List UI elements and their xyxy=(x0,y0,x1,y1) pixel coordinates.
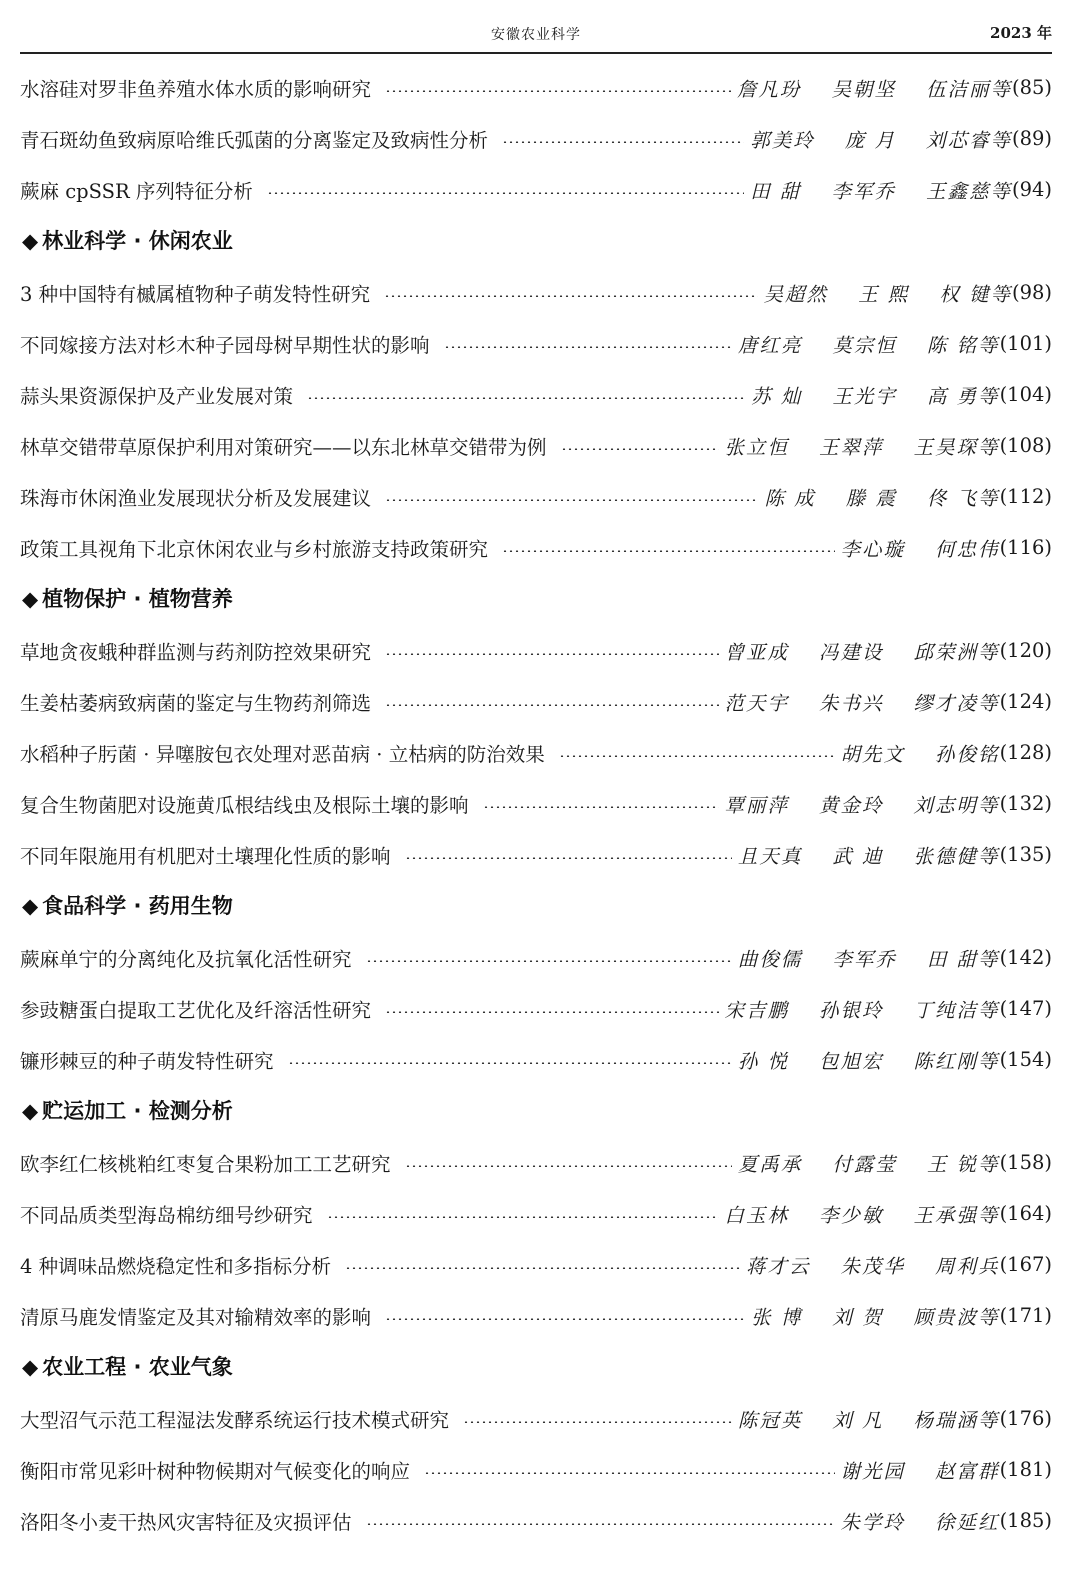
toc-entry[interactable] xyxy=(20,1495,1052,1546)
toc-entry[interactable] xyxy=(20,727,1052,778)
article-title[interactable]: 欧李红仁核桃粕红枣复合果粉加工工艺研究 xyxy=(20,1152,391,1176)
page-number: (158) xyxy=(999,1151,1052,1174)
article-authors xyxy=(725,637,1052,665)
author-name: 付露莹 xyxy=(832,1152,897,1176)
dot-leader xyxy=(385,90,731,92)
page-number: (171) xyxy=(999,1304,1052,1327)
section-heading xyxy=(20,573,1052,625)
article-authors xyxy=(738,330,1052,358)
article-authors xyxy=(841,739,1052,767)
author-name: 胡先文 xyxy=(840,742,906,766)
dot-leader xyxy=(267,192,744,194)
article-title[interactable]: 洛阳冬小麦干热风灾害特征及灾损评估 xyxy=(20,1510,352,1534)
author-name: 李少敏 xyxy=(819,1203,884,1227)
author-name: 王 熙 xyxy=(858,282,910,306)
dot-leader xyxy=(405,1165,732,1167)
article-title[interactable]: 草地贪夜蛾种群监测与药剂防控效果研究 xyxy=(20,640,372,664)
toc-entry[interactable] xyxy=(20,1137,1052,1188)
author-name: 夏禹承 xyxy=(737,1152,803,1176)
section-heading-text: 林业科学 · 休闲农业 xyxy=(42,229,233,253)
article-authors xyxy=(725,995,1052,1023)
article-title[interactable]: 不同年限施用有机肥对土壤理化性质的影响 xyxy=(20,844,391,868)
author-name: 陈 成 xyxy=(764,486,816,510)
diamond-bullet-icon: ◆ xyxy=(22,1099,39,1123)
toc-entry[interactable] xyxy=(20,471,1052,522)
author-name: 李军乔 xyxy=(832,947,897,971)
toc-entry[interactable] xyxy=(20,522,1052,573)
page-number: (142) xyxy=(999,946,1052,969)
article-title[interactable]: 蕨麻单宁的分离纯化及抗氧化活性研究 xyxy=(20,947,352,971)
article-authors xyxy=(725,688,1052,716)
page-number: (135) xyxy=(999,843,1052,866)
author-name: 刘 凡 xyxy=(832,1408,884,1432)
article-title[interactable]: 复合生物菌肥对设施黄瓜根结线虫及根际土壤的影响 xyxy=(20,793,469,817)
dot-leader xyxy=(385,704,719,706)
section-heading xyxy=(20,215,1052,267)
article-authors xyxy=(738,1046,1052,1074)
author-name: 张立恒 xyxy=(724,435,790,459)
toc-entry[interactable] xyxy=(20,113,1052,164)
toc-entry[interactable] xyxy=(20,932,1052,983)
dot-leader xyxy=(366,960,732,962)
author-name: 李军乔 xyxy=(831,179,896,203)
toc-entry[interactable] xyxy=(20,62,1052,113)
article-title[interactable]: 水溶硅对罗非鱼养殖水体水质的影响研究 xyxy=(20,77,372,101)
toc-entry[interactable] xyxy=(20,369,1052,420)
author-name: 曲俊儒 xyxy=(737,947,803,971)
author-name: 杨瑞涵等 xyxy=(913,1408,1000,1432)
page-number: (120) xyxy=(999,639,1052,662)
author-name: 覃丽萍 xyxy=(724,793,790,817)
article-authors xyxy=(725,1200,1052,1228)
author-name: 滕 震 xyxy=(845,486,897,510)
dot-leader xyxy=(307,397,745,399)
article-title[interactable]: 蒜头果资源保护及产业发展对策 xyxy=(20,384,294,408)
author-name: 王 锐等 xyxy=(926,1152,1000,1176)
dot-leader xyxy=(424,1472,835,1474)
author-name: 蒋才云 xyxy=(746,1254,811,1278)
dot-leader xyxy=(385,1318,745,1320)
author-name: 邱荣洲等 xyxy=(913,640,1000,664)
toc-entry[interactable] xyxy=(20,1393,1052,1444)
toc-entry[interactable] xyxy=(20,983,1052,1034)
page-number: (176) xyxy=(999,1407,1052,1430)
author-name: 田 甜等 xyxy=(926,947,1000,971)
article-title[interactable]: 4 种调味品燃烧稳定性和多指标分析 xyxy=(20,1254,332,1278)
author-name: 庞 月 xyxy=(844,128,896,152)
toc-entry[interactable] xyxy=(20,676,1052,727)
page-number: (147) xyxy=(999,997,1052,1020)
article-authors xyxy=(750,176,1052,204)
toc-entry[interactable] xyxy=(20,420,1052,471)
author-name: 宋吉鹏 xyxy=(724,998,790,1022)
article-authors xyxy=(725,432,1052,460)
article-authors xyxy=(746,1251,1052,1279)
section-heading-text: 植物保护 · 植物营养 xyxy=(42,587,233,611)
dot-leader xyxy=(385,1011,719,1013)
author-name: 莫宗恒 xyxy=(832,333,897,357)
author-name: 朱学玲 xyxy=(840,1510,906,1534)
article-title[interactable]: 3 种中国特有槭属植物种子萌发特性研究 xyxy=(20,282,371,306)
article-title[interactable]: 蕨麻 cpSSR 序列特征分析 xyxy=(20,179,253,203)
author-name: 刘芯睿等 xyxy=(925,128,1012,152)
author-name: 权 键等 xyxy=(939,282,1012,306)
author-name: 赵富群 xyxy=(935,1459,1000,1483)
dot-leader xyxy=(288,1062,732,1064)
author-name: 詹凡玢 xyxy=(736,77,802,101)
article-title[interactable]: 生姜枯萎病致病菌的鉴定与生物药剂筛选 xyxy=(20,691,372,715)
journal-name: 安徽农业科学 xyxy=(491,27,581,43)
dot-leader xyxy=(405,857,732,859)
author-name: 王鑫慈等 xyxy=(925,179,1012,203)
dot-leader xyxy=(463,1421,732,1423)
author-name: 朱书兴 xyxy=(819,691,884,715)
author-name: 黄金玲 xyxy=(819,793,884,817)
author-name: 伍洁丽等 xyxy=(925,77,1012,101)
author-name: 刘 贺 xyxy=(832,1305,884,1329)
article-authors xyxy=(750,125,1052,153)
article-title[interactable]: 镰形棘豆的种子萌发特性研究 xyxy=(20,1049,274,1073)
author-name: 王承强等 xyxy=(913,1203,1000,1227)
author-name: 唐红亮 xyxy=(737,333,803,357)
article-authors xyxy=(737,74,1052,102)
article-title[interactable]: 衡阳市常见彩叶树种物候期对气候变化的响应 xyxy=(20,1459,411,1483)
diamond-bullet-icon: ◆ xyxy=(22,1355,39,1379)
dot-leader xyxy=(483,806,719,808)
dot-leader xyxy=(502,550,835,552)
dot-leader xyxy=(385,653,719,655)
section-heading xyxy=(20,880,1052,932)
diamond-bullet-icon: ◆ xyxy=(22,894,39,918)
author-name: 何忠伟 xyxy=(935,537,1000,561)
dot-leader xyxy=(384,295,757,297)
author-name: 佟 飞等 xyxy=(926,486,1000,510)
page-number: (89) xyxy=(1011,127,1052,150)
article-title[interactable]: 不同品质类型海岛棉纺细号纱研究 xyxy=(20,1203,313,1227)
section-heading xyxy=(20,1085,1052,1137)
dot-leader xyxy=(345,1267,740,1269)
author-name: 陈红刚等 xyxy=(913,1049,1000,1073)
page-header xyxy=(20,18,1052,54)
author-name: 苏 灿 xyxy=(751,384,803,408)
article-title[interactable]: 珠海市休闲渔业发展现状分析及发展建议 xyxy=(20,486,372,510)
author-name: 包旭宏 xyxy=(819,1049,884,1073)
page-number: (101) xyxy=(999,332,1052,355)
toc-entry[interactable] xyxy=(20,625,1052,676)
article-title[interactable]: 大型沼气示范工程湿法发酵系统运行技术模式研究 xyxy=(20,1408,450,1432)
dot-leader xyxy=(444,346,732,348)
article-title[interactable]: 参豉糖蛋白提取工艺优化及纤溶活性研究 xyxy=(20,998,372,1022)
article-title[interactable]: 政策工具视角下北京休闲农业与乡村旅游支持政策研究 xyxy=(20,537,489,561)
article-authors xyxy=(841,1456,1052,1484)
author-name: 徐延红 xyxy=(935,1510,1000,1534)
toc-entry[interactable] xyxy=(20,1444,1052,1495)
toc-entry[interactable] xyxy=(20,164,1052,215)
author-name: 张德健等 xyxy=(913,844,1000,868)
article-title[interactable]: 青石斑幼鱼致病原哈维氏弧菌的分离鉴定及致病性分析 xyxy=(20,128,489,152)
author-name: 陈 铭等 xyxy=(926,333,1000,357)
author-name: 丁纯洁等 xyxy=(913,998,1000,1022)
article-authors xyxy=(738,1405,1052,1433)
article-authors xyxy=(841,534,1052,562)
page-number: (94) xyxy=(1011,178,1052,201)
article-title[interactable]: 清原马鹿发情鉴定及其对输精效率的影响 xyxy=(20,1305,372,1329)
article-authors xyxy=(738,841,1052,869)
diamond-bullet-icon: ◆ xyxy=(22,587,39,611)
page-number: (98) xyxy=(1011,281,1052,304)
author-name: 孙俊铭 xyxy=(935,742,1000,766)
author-name: 刘志明等 xyxy=(913,793,1000,817)
article-title[interactable]: 不同嫁接方法对杉木种子园母树早期性状的影响 xyxy=(20,333,430,357)
author-name: 孙银玲 xyxy=(819,998,884,1022)
author-name: 吴超然 xyxy=(763,282,829,306)
page-number: (112) xyxy=(999,485,1052,508)
toc-entry[interactable] xyxy=(20,1188,1052,1239)
author-name: 冯建设 xyxy=(819,640,884,664)
toc-entry[interactable] xyxy=(20,1239,1052,1290)
author-name: 高 勇等 xyxy=(926,384,1000,408)
author-name: 王昊琛等 xyxy=(913,435,1000,459)
toc-entry[interactable] xyxy=(20,318,1052,369)
article-authors xyxy=(751,381,1052,409)
toc-entry[interactable] xyxy=(20,829,1052,880)
author-name: 田 甜 xyxy=(750,179,802,203)
toc-entry[interactable] xyxy=(20,1034,1052,1085)
author-name: 郭美玲 xyxy=(750,128,815,152)
author-name: 缪才凌等 xyxy=(913,691,1000,715)
author-name: 张 博 xyxy=(751,1305,803,1329)
page-number: (85) xyxy=(1011,76,1052,99)
page-number: (185) xyxy=(999,1509,1052,1532)
section-heading-text: 食品科学 · 药用生物 xyxy=(42,894,233,918)
author-name: 吴朝坚 xyxy=(831,77,896,101)
author-name: 王光宇 xyxy=(832,384,897,408)
author-name: 王翠萍 xyxy=(819,435,884,459)
page-number: (132) xyxy=(999,792,1052,815)
dot-leader xyxy=(385,499,758,501)
author-name: 朱茂华 xyxy=(840,1254,906,1278)
section-heading xyxy=(20,1341,1052,1393)
article-authors xyxy=(841,1507,1052,1535)
dot-leader xyxy=(559,755,835,757)
article-authors xyxy=(751,1302,1052,1330)
article-authors xyxy=(764,279,1052,307)
dot-leader xyxy=(327,1216,719,1218)
table-of-contents xyxy=(20,62,1052,1546)
author-name: 李心璇 xyxy=(840,537,906,561)
author-name: 谢光园 xyxy=(840,1459,906,1483)
author-name: 范天宇 xyxy=(724,691,790,715)
author-name: 陈冠英 xyxy=(737,1408,803,1432)
section-heading-text: 农业工程 · 农业气象 xyxy=(42,1355,233,1379)
author-name: 曾亚成 xyxy=(724,640,790,664)
page-number: (124) xyxy=(999,690,1052,713)
dot-leader xyxy=(502,141,744,143)
section-heading-text: 贮运加工 · 检测分析 xyxy=(42,1099,233,1123)
page-number: (116) xyxy=(999,536,1052,559)
author-name: 白玉林 xyxy=(724,1203,790,1227)
page-number: (164) xyxy=(999,1202,1052,1225)
article-authors xyxy=(738,1149,1052,1177)
page-number: (154) xyxy=(999,1048,1052,1071)
author-name: 武 迪 xyxy=(832,844,884,868)
dot-leader xyxy=(561,448,719,450)
article-authors xyxy=(738,944,1052,972)
author-name: 顾贵波等 xyxy=(913,1305,1000,1329)
dot-leader xyxy=(366,1523,835,1525)
page-number: (128) xyxy=(999,741,1052,764)
article-authors xyxy=(725,790,1052,818)
toc-entry[interactable] xyxy=(20,778,1052,829)
author-name: 且天真 xyxy=(737,844,803,868)
author-name: 孙 悦 xyxy=(737,1049,790,1073)
page-number: (167) xyxy=(999,1253,1052,1276)
page-number: (181) xyxy=(999,1458,1052,1481)
page-number: (104) xyxy=(999,383,1052,406)
article-title[interactable]: 林草交错带草原保护利用对策研究——以东北林草交错带为例 xyxy=(20,435,547,459)
article-title[interactable]: 水稻种子肟菌 · 异噻胺包衣处理对恶苗病 · 立枯病的防治效果 xyxy=(20,742,545,766)
author-name: 周利兵 xyxy=(935,1254,1000,1278)
toc-entry[interactable] xyxy=(20,1290,1052,1341)
toc-entry[interactable] xyxy=(20,267,1052,318)
article-authors xyxy=(764,483,1052,511)
diamond-bullet-icon: ◆ xyxy=(22,229,39,253)
issue-year: 2023 年 xyxy=(990,24,1052,42)
page-number: (108) xyxy=(999,434,1052,457)
